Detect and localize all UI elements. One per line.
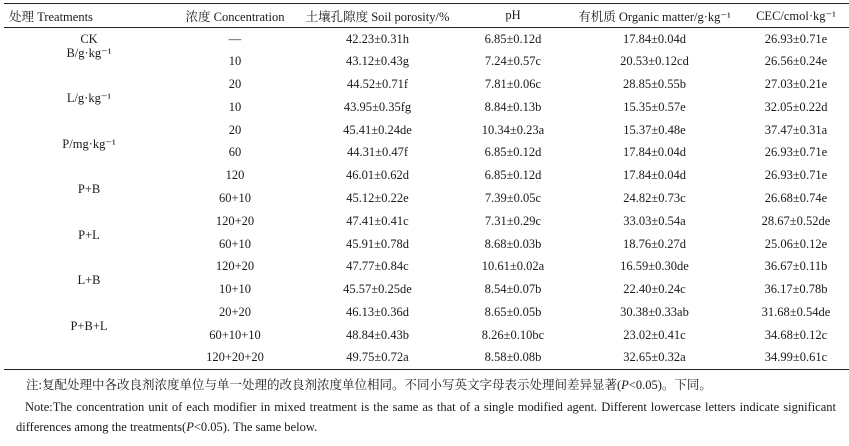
table-row [4,255,849,278]
cell-ph [459,233,567,256]
table-row [4,233,849,256]
cell-porosity-text: 46.01±0.62d [345,168,410,183]
cell-concentration [174,210,296,233]
table-row [4,73,849,96]
cell-organic-matter [567,324,742,347]
header-treatment: 处理 Treatments [4,4,174,28]
cell-cec-text: 25.06±0.12e [764,236,828,251]
cell-organic-matter-text: 32.65±0.32a [623,350,686,365]
cell-organic-matter-text: 33.03±0.54a [623,213,686,228]
cell-porosity [296,278,459,301]
table-row [4,141,849,164]
cell-concentration-text: 120+20 [215,259,255,274]
cell-cec-text: 36.17±0.78b [764,282,828,297]
cell-ph-text: 10.61±0.02a [481,259,545,274]
cell-treatment-text: P+B+L [70,318,108,333]
cell-porosity-text: 47.41±0.41c [346,213,409,228]
cell-cec-text: 36.67±0.11b [764,259,828,274]
cell-organic-matter-text: 17.84±0.04d [622,168,687,183]
cell-porosity-text: 45.91±0.78d [345,236,410,251]
cell-cec-text: 27.03±0.21e [764,76,828,91]
cell-porosity [296,324,459,347]
cell-porosity-text: 48.84±0.43b [345,327,410,342]
cell-cec [742,301,849,324]
cell-cec-text: 28.67±0.52de [761,213,831,228]
cell-cec-text: 26.93±0.71e [764,31,828,46]
cell-ph-text: 8.84±0.13b [484,99,542,114]
cell-treatment [4,91,174,119]
cell-ph [459,164,567,187]
cell-ph-text: 8.54±0.07b [484,282,542,297]
cell-organic-matter-text: 24.82±0.73c [623,190,686,205]
cell-treatment-text: L+B [77,273,101,288]
cell-cec-text: 31.68±0.54de [761,304,831,319]
note-en-text: Note:The concentration unit of each modifier in mixed treatment is the same as that of a single modified agent. Different lowercase letters indicate significant differences among the treatments( [16,400,836,434]
cell-porosity [296,73,459,96]
cell-treatment [4,273,174,301]
cell-ph-text: 10.34±0.23a [481,122,545,137]
header-organic-matter: 有机质 Organic matter/g·kg⁻¹ [567,4,742,28]
note-en-p-symbol: P [186,420,194,434]
cell-concentration-text: 120 [225,168,245,183]
cell-ph [459,28,567,51]
table-row [4,278,849,301]
cell-cec [742,233,849,256]
note-cn-text: 注:复配处理中各改良剂浓度单位与单一处理的改良剂浓度单位相同。不同小写英文字母表示处理间差异显著( [26,378,622,392]
cell-ph [459,73,567,96]
cell-organic-matter [567,73,742,96]
cell-ph-text: 8.65±0.05b [484,304,542,319]
results-table-container [4,3,845,370]
table-row [4,324,849,347]
cell-cec-text: 34.99±0.61c [764,350,828,365]
cell-concentration [174,28,296,51]
note-cn-p-symbol: P [621,378,629,392]
cell-organic-matter [567,164,742,187]
cell-organic-matter-text: 17.84±0.04d [622,145,687,160]
table-row [4,301,849,324]
cell-concentration-text: — [228,31,242,46]
cell-porosity [296,233,459,256]
table-row [4,164,849,187]
cell-cec [742,50,849,73]
cell-concentration [174,119,296,142]
cell-ph [459,278,567,301]
cell-porosity [296,347,459,370]
cell-organic-matter-text: 23.02±0.41c [623,327,686,342]
cell-organic-matter [567,141,742,164]
cell-ph-text: 6.85±0.12d [484,168,542,183]
note-en-suffix: <0.05). The same below. [193,420,318,434]
cell-porosity-text: 43.12±0.43g [345,54,410,69]
table-row [4,28,849,51]
cell-cec-text: 37.47±0.31a [764,122,828,137]
cell-organic-matter [567,233,742,256]
cell-organic-matter [567,278,742,301]
cell-organic-matter-text: 22.40±0.24c [623,282,686,297]
table-row [4,187,849,210]
cell-ph [459,96,567,119]
cell-organic-matter [567,187,742,210]
cell-concentration-text: 60+10 [218,190,252,205]
cell-treatment-text: P+B [77,181,101,196]
cell-treatment [4,318,174,347]
cell-ph-text: 7.24±0.57c [484,54,542,69]
cell-concentration [174,50,296,73]
cell-porosity [296,187,459,210]
cell-concentration [174,164,296,187]
header-porosity: 土壤孔隙度 Soil porosity/% [296,4,459,28]
cell-organic-matter-text: 15.37±0.48e [623,122,686,137]
cell-treatment [4,227,174,256]
cell-organic-matter [567,50,742,73]
cell-concentration-text: 120+20+20 [206,350,264,365]
table-row [4,119,849,142]
cell-concentration [174,141,296,164]
cell-porosity-text: 45.41±0.24de [343,122,412,137]
cell-cec [742,347,849,370]
cell-treatment-text: B/g·kg⁻¹ [66,45,112,60]
cell-concentration [174,255,296,278]
cell-porosity-text: 44.52±0.71f [346,76,409,91]
note-english [16,397,836,437]
cell-organic-matter-text: 15.35±0.57e [623,99,686,114]
cell-cec-text: 34.68±0.12c [764,327,828,342]
cell-concentration-text: 120+20 [215,213,255,228]
cell-porosity-text: 44.31±0.47f [346,145,409,160]
table-row [4,96,849,119]
cell-ph-text: 8.68±0.03b [484,236,542,251]
cell-cec-text: 32.05±0.22d [764,99,828,114]
cell-concentration-text: 60+10 [218,236,252,251]
cell-ph-text: 6.85±0.12d [484,145,542,160]
cell-organic-matter-text: 30.38±0.33ab [620,304,689,319]
cell-porosity [296,96,459,119]
cell-cec [742,210,849,233]
cell-porosity-text: 42.23±0.31h [345,31,410,46]
cell-porosity [296,50,459,73]
cell-concentration [174,301,296,324]
cell-concentration [174,233,296,256]
cell-ph [459,119,567,142]
cell-ph [459,187,567,210]
cell-treatment-text: P+L [78,227,100,242]
cell-concentration-text: 60 [228,145,242,160]
cell-concentration [174,73,296,96]
cell-ph-text: 7.81±0.06c [484,76,542,91]
cell-concentration-text: 20 [228,122,242,137]
cell-porosity-text: 43.95±0.35fg [343,99,412,114]
header-ph: pH [459,4,567,28]
cell-cec [742,324,849,347]
cell-cec-text: 26.93±0.71e [764,168,828,183]
cell-treatment-text: CK [80,31,98,46]
cell-ph [459,210,567,233]
header-cec: CEC/cmol·kg⁻¹ [742,4,849,28]
cell-treatment [4,136,174,164]
cell-cec-text: 26.93±0.71e [764,145,828,160]
cell-concentration-text: 60+10+10 [209,327,261,342]
cell-porosity-text: 45.57±0.25de [343,282,412,297]
cell-concentration [174,278,296,301]
cell-porosity [296,210,459,233]
cell-ph-text: 6.85±0.12d [484,31,542,46]
note-cn-suffix: <0.05)。下同。 [628,378,712,392]
soil-properties-table [4,3,849,370]
cell-organic-matter-text: 20.53±0.12cd [620,54,689,69]
cell-concentration [174,324,296,347]
cell-porosity [296,119,459,142]
cell-organic-matter [567,210,742,233]
cell-concentration-text: 10+10 [218,282,252,297]
cell-porosity-text: 47.77±0.84c [346,259,409,274]
cell-concentration-text: 10 [228,54,242,69]
cell-organic-matter-text: 28.85±0.55b [622,76,687,91]
cell-ph-text: 8.58±0.08b [484,350,542,365]
cell-concentration-text: 20 [228,76,242,91]
cell-treatment-text: P/mg·kg⁻¹ [62,136,116,151]
cell-cec [742,187,849,210]
cell-cec [742,164,849,187]
cell-organic-matter [567,255,742,278]
cell-porosity [296,28,459,51]
cell-cec [742,28,849,51]
cell-treatment [4,347,174,370]
cell-organic-matter [567,28,742,51]
cell-porosity-text: 46.13±0.36d [345,304,410,319]
cell-organic-matter-text: 16.59±0.30de [620,259,689,274]
cell-porosity-text: 45.12±0.22e [346,190,409,205]
cell-porosity [296,255,459,278]
header-concentration: 浓度 Concentration [174,4,296,28]
cell-cec-text: 26.68±0.74e [764,190,828,205]
cell-concentration [174,96,296,119]
cell-porosity [296,301,459,324]
cell-ph-text: 7.31±0.29c [484,213,542,228]
cell-porosity [296,164,459,187]
cell-ph [459,347,567,370]
cell-ph [459,301,567,324]
cell-treatment [4,45,174,73]
cell-organic-matter [567,96,742,119]
cell-ph [459,50,567,73]
cell-concentration-text: 10 [228,99,242,114]
table-row [4,210,849,233]
cell-ph-text: 8.26±0.10bc [481,327,545,342]
cell-cec [742,255,849,278]
cell-ph-text: 7.39±0.05c [484,190,542,205]
cell-organic-matter [567,347,742,370]
cell-organic-matter [567,301,742,324]
cell-cec [742,96,849,119]
table-header [4,4,849,28]
note-chinese [26,375,836,395]
cell-ph [459,255,567,278]
cell-ph [459,141,567,164]
table-row [4,347,849,370]
cell-porosity-text: 49.75±0.72a [346,350,409,365]
cell-porosity [296,141,459,164]
cell-concentration [174,187,296,210]
cell-ph [459,324,567,347]
cell-cec [742,278,849,301]
cell-treatment [4,181,174,210]
cell-concentration [174,347,296,370]
table-body [4,28,849,370]
cell-cec [742,73,849,96]
table-row [4,50,849,73]
cell-cec [742,119,849,142]
cell-organic-matter [567,119,742,142]
cell-organic-matter-text: 17.84±0.04d [622,31,687,46]
cell-cec [742,141,849,164]
cell-treatment-text: L/g·kg⁻¹ [66,91,112,106]
cell-organic-matter-text: 18.76±0.27d [622,236,687,251]
table-notes [16,375,836,437]
cell-cec-text: 26.56±0.24e [764,54,828,69]
cell-concentration-text: 20+20 [218,304,252,319]
header-row [4,4,849,28]
